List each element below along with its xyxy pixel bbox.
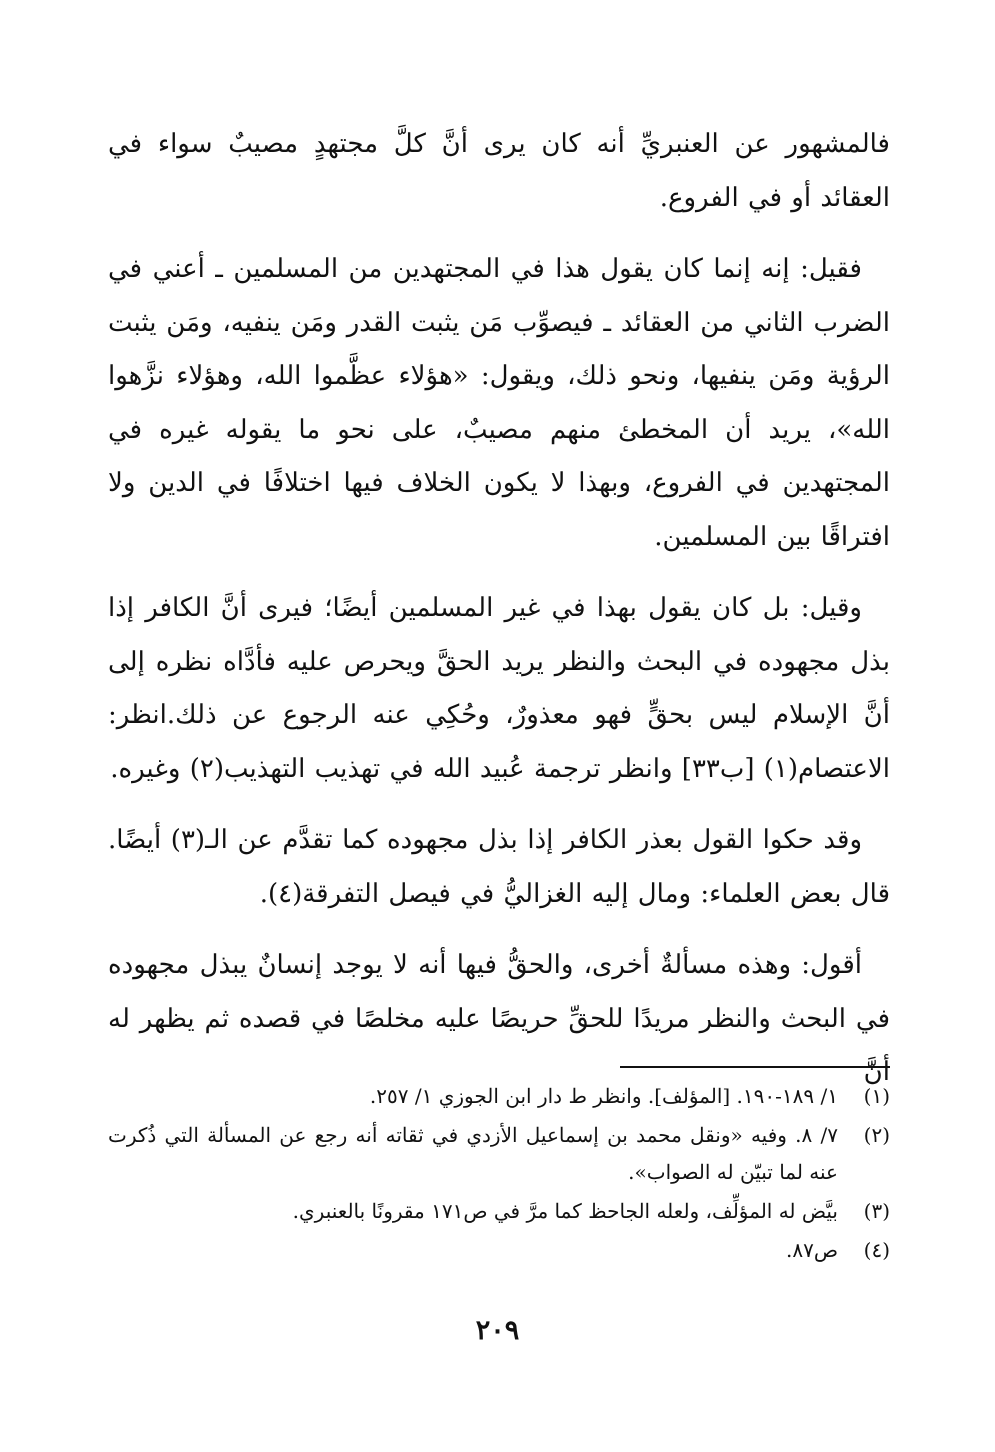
footnote-text: بيَّض له المؤلِّف، ولعله الجاحظ كما مرَّ في ص١٧١ مقرونًا بالعنبري. <box>292 1199 838 1223</box>
footnote-2 <box>108 1117 890 1191</box>
paragraph-3: وقيل: بل كان يقول بهذا في غير المسلمين أيضًا؛ فيرى أنَّ الكافر إذا بذل مجهوده في البحث والنظر يريد الحقَّ ويحرص عليه فأدَّاه نظره إلى أنَّ الإسلام ليس بحقٍّ فهو معذورٌ، وحُكِي عنه الرجوع عن ذلك.انظر: الاعتصام(١) [ب٣٣] وانظر ترجمة عُبيد الله في تهذيب التهذيب(٢) وغيره. <box>108 593 890 784</box>
footnote-number: (١) <box>863 1084 890 1108</box>
footnote-divider <box>620 1066 890 1068</box>
paragraph-4: وقد حكوا القول بعذر الكافر إذا بذل مجهوده كما تقدَّم عن الـ(٣) أيضًا. قال بعض العلماء: ومال إليه الغزاليُّ في فيصل التفرقة(٤). <box>108 825 890 909</box>
footnote-number: (٤) <box>863 1238 890 1262</box>
footnote-text: ١/ ١٨٩-١٩٠. [المؤلف]. وانظر ط دار ابن الجوزي ١/ ٢٥٧. <box>369 1084 838 1108</box>
paragraph-2: فقيل: إنه إنما كان يقول هذا في المجتهدين من المسلمين ـ أعني في الضرب الثاني من العقائد ـ فيصوِّب مَن يثبت القدر ومَن ينفيه، ومَن يثبت الرؤية ومَن ينفيها، ونحو ذلك، ويقول: «هؤلاء عظَّموا الله، وهؤلاء نزَّهوا الله»، يريد أن المخطئ منهم مصيبٌ، على نحو ما يقوله غيره في المجتهدين في الفروع، وبهذا لا يكون الخلاف فيها اختلافًا في الدين ولا افتراقًا بين المسلمين. <box>108 254 891 552</box>
footnote-text: ص٨٧. <box>785 1238 838 1262</box>
footnotes <box>108 1078 890 1271</box>
paragraph-1: فالمشهور عن العنبريِّ أنه كان يرى أنَّ كلَّ مجتهدٍ مصيبٌ سواء في العقائد أو في الفروع. <box>108 129 890 213</box>
footnote-number: (٢) <box>863 1123 890 1147</box>
footnote-number: (٣) <box>863 1199 890 1223</box>
paragraph-5: أقول: وهذه مسألةٌ أخرى، والحقُّ فيها أنه لا يوجد إنسانٌ يبذل مجهوده في البحث والنظر مريدًا للحقِّ حريصًا عليه مخلصًا في قصده ثم يظهر له أنَّ <box>108 950 890 1087</box>
page-number: ٢٠٩ <box>475 1315 520 1346</box>
footnote-3 <box>108 1193 890 1230</box>
footnote-text: ٧/ ٨. وفيه «ونقل محمد بن إسماعيل الأزدي في ثقاته أنه رجع عن المسألة التي ذُكرت عنه لما تبيّن له الصواب». <box>108 1123 838 1184</box>
main-text <box>108 118 890 1118</box>
footnote-1 <box>108 1078 890 1115</box>
footnote-4 <box>108 1232 890 1269</box>
